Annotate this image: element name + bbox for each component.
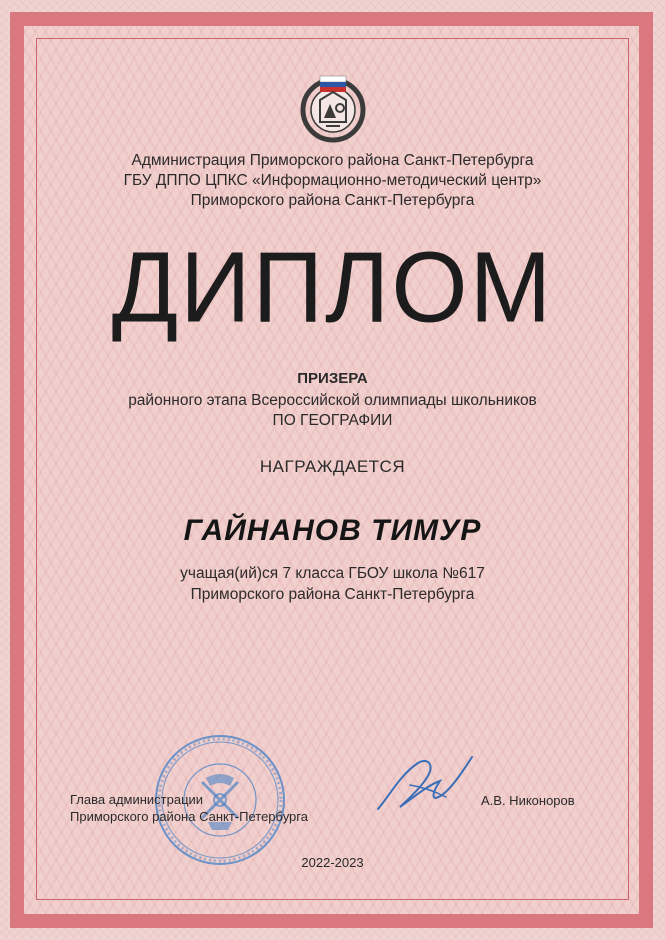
olympiad-emblem-icon (290, 70, 376, 146)
diploma-title: ДИПЛОМ (111, 230, 554, 344)
recipient-district: Приморского района Санкт-Петербурга (190, 586, 475, 603)
awarded-label: НАГРАЖДАЕТСЯ (259, 457, 406, 476)
olympiad-subject: ПО ГЕОГРАФИИ (272, 412, 393, 429)
signatory-role-line-2: Приморского района Санкт-Петербурга (70, 809, 308, 824)
organization-line-1: Администрация Приморского района Санкт-Петербурга (131, 152, 534, 169)
prizer-label: ПРИЗЕРА (297, 370, 368, 387)
handwritten-signature-icon (370, 745, 480, 825)
olympiad-stage-line-1: районного этапа Всероссийской олимпиады школьников (128, 392, 537, 409)
organization-line-2: ГБУ ДППО ЦПКС «Информационно-методический центр» (123, 172, 542, 189)
signatory-role-line-1: Глава администрации (70, 792, 204, 807)
signatory-name: А.В. Никоноров (481, 793, 575, 808)
organization-header (0, 151, 665, 211)
recipient-details (0, 563, 665, 605)
signatory-role (70, 791, 308, 825)
organization-line-3: Приморского района Санкт-Петербурга (190, 192, 475, 209)
recipient-school: учащая(ий)ся 7 класса ГБОУ школа №617 (180, 565, 485, 582)
academic-year: 2022-2023 (301, 855, 364, 870)
olympiad-stage (0, 391, 665, 431)
recipient-name: ГАЙНАНОВ ТИМУР (183, 514, 482, 547)
